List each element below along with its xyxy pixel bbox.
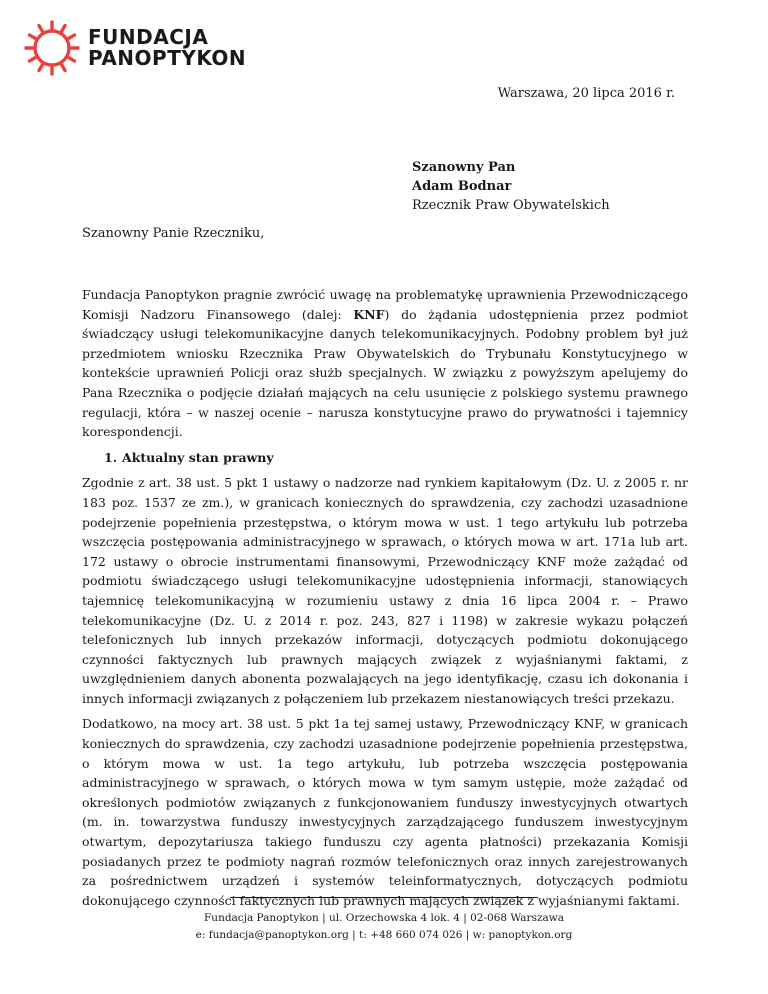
recipient-title: Szanowny Pan	[412, 160, 516, 175]
letter-body	[82, 285, 688, 910]
section-paragraph-2: Dodatkowo, na mocy art. 38 ust. 5 pkt 1a tej samej ustawy, Przewodniczący KNF, w granicach koniecznych do sprawdzenia, czy zachodzi uzasadnione podejrzenie popełnienia przestępstwa, o którym mowa w ust. 1a tego artykułu, lub potrzeba wszczęcia postępowania administracyjnego w sprawach, o których mowa w tym samym ustępie, może zażądać od określonych podmiotów związanych z funkcjonowaniem funduszy inwestycyjnych otwartych (m. in. towarzystwa funduszy inwestycyjnych zarządzającego funduszem inwestycyjnym otwartym, depozytariusza takiego funduszu czy agenta płatności) przekazania Komisji posiadanych przez te podmioty nagrań rozmów telefonicznych oraz innych zarejestrowanych za pośrednictwem urządzeń i systemów teleinformatycznych, dotyczących podmiotu dokonującego czynności faktycznych lub prawnych mających związek z wyjaśnianymi faktami.	[82, 716, 688, 908]
section-title: Aktualny stan prawny	[122, 449, 274, 465]
recipient-block	[412, 158, 610, 215]
logo-wordmark	[88, 27, 246, 69]
footer	[0, 910, 768, 944]
intro-abbreviation: KNF	[353, 306, 385, 322]
logo-ray	[62, 65, 65, 71]
section-heading	[104, 448, 688, 468]
logo	[24, 20, 246, 76]
letter-date: Warszawa, 20 lipca 2016 r.	[497, 86, 675, 101]
logo-ray	[62, 25, 65, 31]
intro-text-before: Fundacja Panoptykon pragnie zwrócić uwagę na problematykę uprawnienia Przewodniczącego Komisji Nadzoru Finansowego (dalej:	[82, 287, 688, 322]
salutation: Szanowny Panie Rzeczniku,	[82, 226, 265, 241]
recipient-role: Rzecznik Praw Obywatelskich	[412, 198, 610, 213]
logo-ray	[39, 65, 42, 71]
section-paragraph-1: Zgodnie z art. 38 ust. 5 pkt 1 ustawy o nadzorze nad rynkiem kapitałowym (Dz. U. z 2005 r. nr 183 poz. 1537 ze zm.), w granicach koniecznych do sprawdzenia, czy zachodzi uzasadnione podejrzenie popełnienia przestępstwa, o którym mowa w ust. 1 tego artykułu lub potrzeba wszczęcia postępowania administracyjnego w sprawach, o których mowa w art. 171a lub art. 172 ustawy o obrocie instrumentami finansowymi, Przewodniczący KNF może zażądać od podmiotu świadczącego usługi telekomunikacyjne udostępnienia informacji, stanowiących tajemnicę telekomunikacyjną w rozumieniu ustawy z dnia 16 lipca 2004 r. – Prawo telekomunikacyjne (Dz. U. z 2014 r. poz. 243, 827 i 1198) w zakresie wykazu połączeń telefonicznych lub innych przekazów informacji, dotyczących podmiotu dokonującego czynności faktycznych lub prawnych mających związek z wyjaśnianymi faktami, z uwzględnieniem danych abonenta pozwalających na jego identyfikację, czasu ich dokonania i innych informacji związanych z połączeniem lub przekazem niestanowiących treści przekazu.	[82, 475, 688, 706]
logo-ray	[69, 58, 75, 61]
footer-contact: e: fundacja@panoptykon.org | t: +48 660 074 026 | w: panoptykon.org	[195, 929, 573, 941]
logo-ray	[29, 35, 35, 38]
logo-line-2: PANOPTYKON	[88, 46, 247, 70]
logo-ray	[29, 58, 35, 61]
logo-ray	[39, 25, 42, 31]
footer-divider	[230, 897, 538, 898]
section-number: 1.	[104, 449, 118, 465]
intro-paragraph	[82, 285, 688, 442]
footer-address: Fundacja Panoptykon | ul. Orzechowska 4 lok. 4 | 02-068 Warszawa	[204, 912, 564, 924]
panoptykon-logo-icon	[24, 20, 80, 76]
recipient-name: Adam Bodnar	[412, 179, 512, 194]
intro-text-after: ) do żądania udostępnienia przez podmiot świadczący usługi telekomunikacyjne danych telekomunikacyjnych. Podobny problem był już przedmiotem wniosku Rzecznika Praw Obywatelskich do Trybunału Konstytucyjnego w kontekście uprawnień Policji oraz służb specjalnych. W związku z powyższym apelujemy do Pana Rzecznika o podjęcie działań mających na celu usunięcie z polskiego systemu prawnego regulacji, która – w naszej ocenie – narusza konstytucyjne prawo do prywatności i tajemnicy korespondencji.	[82, 306, 688, 440]
logo-ray	[69, 35, 75, 38]
logo-line-1: FUNDACJA	[88, 25, 209, 49]
